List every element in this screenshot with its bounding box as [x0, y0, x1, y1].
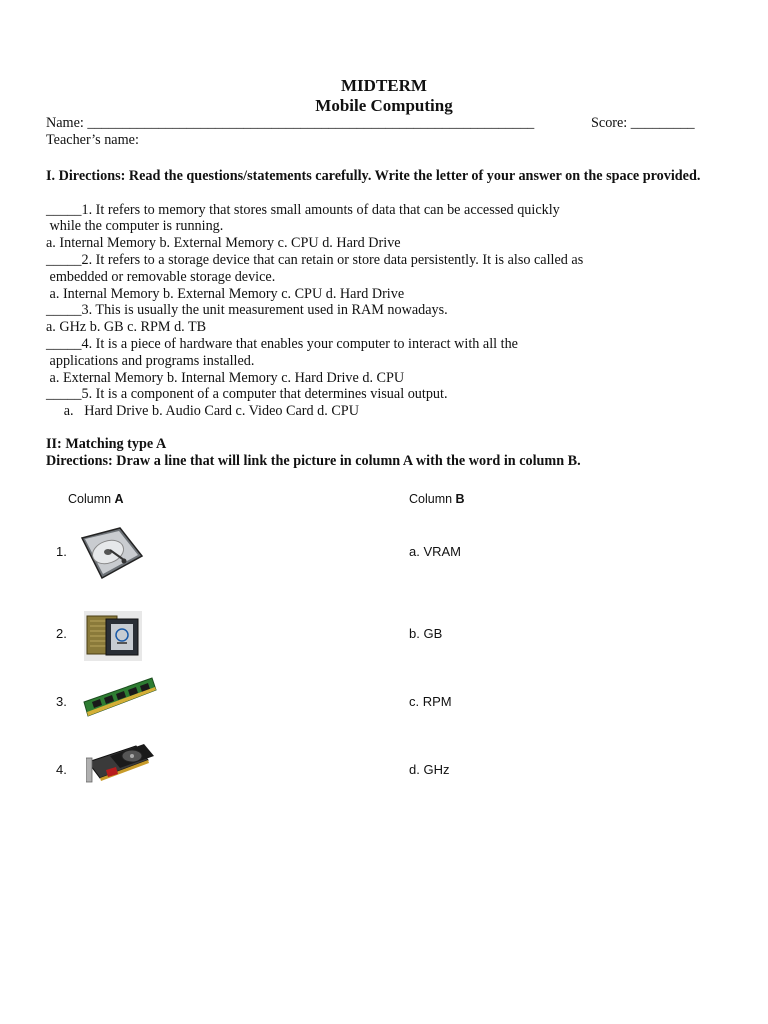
- match-option: a. VRAM: [409, 544, 462, 559]
- column-b-heading: [409, 492, 465, 506]
- choices-line: a. Internal Memory b. External Memory c. CPU d. Hard Drive: [46, 235, 401, 251]
- video-card-image: [86, 740, 156, 786]
- hard-drive-image: [76, 526, 146, 580]
- item-number: 2.: [56, 626, 67, 641]
- item-number: 4.: [56, 762, 67, 777]
- column-a-heading: [68, 492, 124, 506]
- match-option: d. GHz: [409, 762, 450, 777]
- question-line: _____1. It refers to memory that stores small amounts of data that can be accessed quickly: [46, 202, 560, 218]
- item-number: 3.: [56, 694, 67, 709]
- question-line: _____4. It is a piece of hardware that enables your computer to interact with all the: [46, 336, 518, 352]
- question-line: applications and programs installed.: [46, 353, 255, 369]
- column-b-letter: B: [455, 492, 465, 506]
- question-line: while the computer is running.: [46, 218, 224, 234]
- question-line: _____3. This is usually the unit measurement used in RAM nowadays.: [46, 302, 448, 318]
- question-line: _____2. It refers to a storage device that can retain or store data persistently. It is also called as: [46, 252, 584, 268]
- match-option: b. GB: [409, 626, 443, 641]
- question-line: _____5. It is a component of a computer that determines visual output.: [46, 386, 448, 402]
- choices-line: a. GHz b. GB c. RPM d. TB: [46, 319, 207, 335]
- item-number: 1.: [56, 544, 67, 559]
- part2-heading: II: Matching type A: [46, 436, 167, 452]
- ram-image: [82, 672, 158, 722]
- name-line: Name: _______________________________________________________________: [46, 115, 535, 131]
- score-line: Score: _________: [591, 115, 695, 131]
- match-option: c. RPM: [409, 694, 452, 709]
- column-a-label: Column: [68, 492, 115, 506]
- column-b-label: Column: [409, 492, 456, 506]
- exam-subtitle: Mobile Computing: [315, 96, 453, 115]
- exam-title: MIDTERM: [341, 76, 427, 95]
- question-line: embedded or removable storage device.: [46, 269, 276, 285]
- teacher-line: Teacher’s name:: [46, 132, 139, 148]
- choices-line: a. Hard Drive b. Audio Card c. Video Card d. CPU: [46, 403, 359, 419]
- part1-directions: I. Directions: Read the questions/statements carefully. Write the letter of your answer on the space provided.: [46, 168, 701, 184]
- choices-line: a. Internal Memory b. External Memory c. CPU d. Hard Drive: [46, 286, 405, 302]
- choices-line: a. External Memory b. Internal Memory c. Hard Drive d. CPU: [46, 370, 405, 386]
- part2-directions: Directions: Draw a line that will link the picture in column A with the word in column B.: [46, 453, 581, 469]
- cpu-image: [84, 611, 142, 661]
- column-a-letter: A: [114, 492, 124, 506]
